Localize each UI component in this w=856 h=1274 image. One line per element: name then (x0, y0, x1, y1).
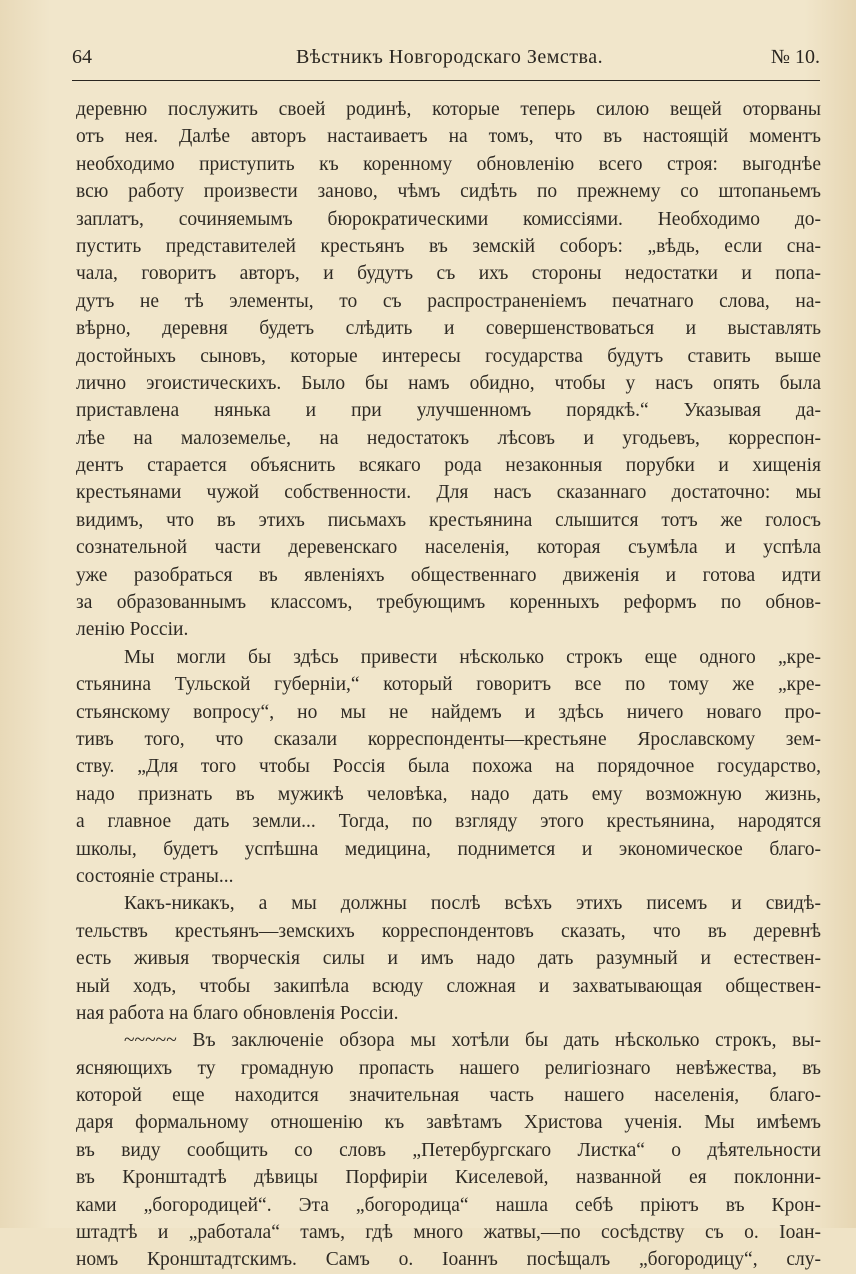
text-line: надо признать въ мужикѣ человѣка, надо дать ему возможную жизнь, (76, 783, 821, 805)
text-line: номъ Кронштадтскимъ. Самъ о. Іоаннъ посѣщалъ „богородицу“, слу- (76, 1249, 821, 1271)
text-line: ками „богородицей“. Эта „богородица“ нашла себѣ пріютъ въ Крон- (76, 1194, 821, 1216)
header-rule (72, 80, 820, 81)
text-line: Мы могли бы здѣсь привести нѣсколько строкъ еще одного „кре- (124, 646, 821, 668)
text-line: ная работа на благо обновленія Россіи. (76, 1002, 399, 1024)
text-line: ясняющихъ ту громадную пропасть нашего религіознаго невѣжества, въ (76, 1057, 821, 1079)
text-line: ленію Россіи. (76, 619, 189, 641)
text-line: тивъ того, что сказали корреспонденты—крестьяне Ярославскому зем- (76, 728, 821, 750)
issue-number: № 10. (770, 46, 820, 68)
text-line: тельствъ крестьянъ—земскихъ корреспондентовъ сказать, что въ деревнѣ (76, 920, 821, 942)
text-line: школы, будетъ успѣшна медицина, поднимется и экономическое благо- (76, 838, 821, 860)
text-line: Какъ-никакъ, а мы должны послѣ всѣхъ этихъ писемъ и свидѣ- (124, 893, 821, 915)
text-line: лѣе на малоземелье, на недостатокъ лѣсовъ и угодьевъ, корреспон- (76, 427, 821, 449)
text-line: деревню послужить своей родинѣ, которые теперь силою вещей оторваны (76, 99, 821, 120)
text-line: дентъ старается объяснить всякаго рода незаконныя порубки и хищенія (76, 455, 821, 477)
text-line: въ виду сообщить со словъ „Петербургскаго Листка“ о дѣятельности (76, 1139, 821, 1161)
text-line: стьянина Тульской губерніи,“ который говоритъ все по тому же „кре- (76, 674, 821, 696)
text-line: лично эгоистическихъ. Было бы намъ обидно, чтобы у насъ опять была (76, 372, 821, 394)
body-text (76, 96, 821, 1274)
text-line: которой еще находится значительная часть нашего населенія, благо- (76, 1085, 821, 1107)
text-line: въ Кронштадтѣ дѣвицы Порфиріи Киселевой, названной ея поклонни- (76, 1167, 821, 1189)
text-line: отъ нея. Далѣе авторъ настаиваетъ на томъ, что въ настоящій моментъ (76, 126, 821, 148)
text-line: дутъ не тѣ элементы, то съ распространеніемъ печатнаго слова, на- (76, 290, 821, 312)
text-line: приставлена нянька и при улучшенномъ порядкѣ.“ Указывая да- (76, 400, 821, 422)
text-line: сознательной части деревенскаго населенія, которая съумѣла и успѣла (76, 537, 821, 559)
text-line: чала, говоритъ авторъ, и будутъ съ ихъ стороны недостатки и попа- (76, 263, 821, 285)
text-line: видимъ, что въ этихъ письмахъ крестьянина слышится тотъ же голосъ (76, 509, 821, 531)
text-line: ный ходъ, чтобы закипѣла всюду сложная и захватывающая обществен- (76, 975, 821, 997)
text-line: уже разобраться въ явленіяхъ общественнаго движенія и готова идти (76, 564, 821, 586)
text-line: а главное дать земли... Тогда, по взгляду этого крестьянина, народятся (76, 811, 821, 833)
text-line: заплатъ, сочиняемымъ бюрократическими комиссіями. Необходимо до- (76, 208, 821, 230)
text-line: достойныхъ сыновъ, которые интересы государства будутъ ставить выше (76, 345, 821, 367)
text-line: пустить представителей крестьянъ въ земскій соборъ: „вѣдь, если сна- (76, 235, 821, 257)
text-line: ~~~~~ Въ заключеніе обзора мы хотѣли бы дать нѣсколько строкъ, вы- (124, 1030, 821, 1052)
text-line: вѣрно, деревня будетъ слѣдить и совершенствоваться и выставлять (76, 318, 821, 340)
text-line: за образованнымъ классомъ, требующимъ коренныхъ реформъ по обнов- (76, 592, 821, 614)
text-line: даря формальному отношенію къ завѣтамъ Христова ученія. Мы имѣемъ (76, 1112, 821, 1134)
text-line: всю работу произвести заново, чѣмъ сидѣть по прежнему со штопаньемъ (76, 181, 821, 203)
text-line: ству. „Для того чтобы Россія была похожа на порядочное государство, (76, 756, 821, 778)
page-number: 64 (72, 46, 92, 68)
text-line: состояніе страны... (76, 865, 234, 887)
text-line: стьянскому вопросу“, но мы не найдемъ и здѣсь ничего новаго про- (76, 701, 821, 723)
running-header (72, 46, 820, 76)
text-line: штадтѣ и „работала“ тамъ, гдѣ много жатвы,—по сосѣдству съ о. Іоан- (76, 1222, 821, 1244)
text-line: необходимо приступить къ коренному обновленію всего строя: выгоднѣе (76, 153, 821, 175)
journal-title: Вѣстникъ Новгородскаго Земства. (296, 46, 604, 68)
text-line: крестьянами чужой собственности. Для насъ сказаннаго достаточно: мы (76, 482, 821, 504)
text-line: есть живыя творческія силы и имъ надо дать разумный и естествен- (76, 948, 821, 970)
